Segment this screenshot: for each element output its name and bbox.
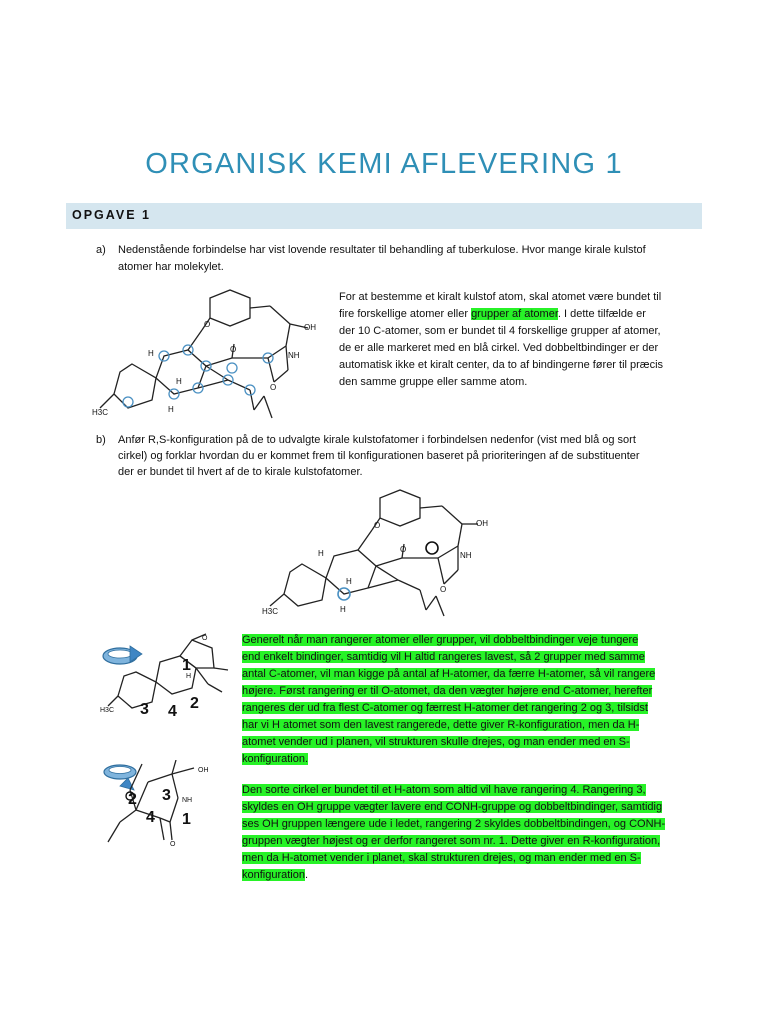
highlighted-text: højere. Først rangering er til O-atomet, da den vægter højere end C-atomer, herefter: [242, 685, 653, 697]
hydrogen-label: H: [186, 673, 192, 680]
hydrogen-label: H: [168, 405, 174, 414]
rotation-arrow-icon: [103, 646, 142, 664]
oxygen-label: O: [374, 521, 381, 530]
answer-b1: [242, 632, 710, 768]
oxygen-label: O: [202, 635, 208, 642]
highlighted-text: ses OH gruppen længere ude i ledet, rangering 2 skyldes dobbeltbindingen, og CONH-: [242, 818, 666, 830]
highlighted-text: har vi H atomet som den lavest rangerede, dette giver R-konfiguration, men da H-: [242, 719, 640, 731]
methyl-label: H3C: [262, 607, 279, 616]
oxygen-label: O: [400, 545, 407, 554]
highlighted-text: gruppen vægter højest og er derfor rangeret som nr. 1. Dette giver en R-konfiguration,: [242, 835, 661, 847]
answer-a-line: automatisk ikke et kiralt center, da to af bindingerne fører til præcis: [339, 359, 664, 371]
question-a: [96, 242, 716, 278]
rank-number: 2: [128, 791, 137, 808]
hydrogen-label: H: [176, 377, 182, 386]
highlighted-text: men da H-atomet vender i planet, skal strukturen drejes, og man ender med en S-: [242, 852, 641, 864]
oxygen-label: O: [204, 320, 211, 329]
highlighted-text: konfiguration.: [242, 753, 309, 765]
rank-number: 2: [190, 695, 199, 712]
answer-a-text: . I dette tilfælde er: [557, 308, 646, 320]
rank-number: 4: [168, 703, 177, 720]
answer-a-text: fire forskellige atomer eller: [339, 308, 472, 320]
hydrogen-label: H: [318, 549, 324, 558]
oxygen-label: O: [230, 345, 237, 354]
oh-label: OH: [198, 767, 209, 774]
nh-label: NH: [182, 797, 193, 804]
answer-a-line: For at bestemme et kiralt kulstof atom, skal atomet være bundet til: [339, 291, 662, 303]
oh-label: OH: [476, 519, 488, 528]
question-a-line1: Nedenstående forbindelse har vist lovende resultater til behandling af tuberkulose. Hvor mange kirale kulstof: [118, 244, 646, 256]
question-b-line3: der er bundet til hvert af de to kirale kulstofatomer.: [118, 466, 363, 478]
highlighted-text: rangeres der ud fra flest C-atomer og færrest H-atomer det rangering 2 og 3, tilsidst: [242, 702, 648, 714]
period-text: .: [305, 869, 309, 881]
section-label: OPGAVE 1: [72, 208, 151, 222]
answer-a: [339, 289, 709, 391]
highlighted-text: antal C-atomer, vil man kigge på antal af H-atomer, da færre H-atomer, så vil rangere: [242, 668, 656, 680]
rank-number: 3: [140, 701, 149, 718]
hydrogen-label: H: [340, 605, 346, 614]
answer-a-line: der 10 C-atomer, som er bundet til 4 forskellige grupper af atomer,: [339, 325, 661, 337]
answer-b2: [242, 782, 710, 884]
section-header: [66, 203, 702, 229]
rank-number: 1: [182, 811, 191, 828]
highlighted-text: Den sorte cirkel er bundet til et H-atom som altid vil have rangering 4. Rangering 3,: [242, 784, 646, 796]
page-title: ORGANISK KEMI AFLEVERING 1: [145, 148, 623, 180]
oxygen-label: O: [440, 585, 447, 594]
methyl-label: H3C: [100, 707, 115, 714]
highlighted-text: konfiguration: [242, 869, 305, 881]
fragment-structure-1: [100, 632, 240, 722]
highlighted-text: end enkelt bindinger, samtidig vil H altid rangeres lavest, så 2 grupper med samme: [242, 651, 645, 663]
oxygen-label: O: [270, 383, 277, 392]
question-b-line1: Anfør R,S-konfiguration på de to udvalgte kirale kulstofatomer i forbindelsen nedenfor (vist med blå og sort: [118, 434, 636, 446]
highlighted-text: atomet vender ud i planen, vil strukturen skulle drejes, og man ender med en S-: [242, 736, 630, 748]
question-b-line2: cirkel) og forklar hvordan du er kommet frem til konfigurationen baseret på prioriteringen af de substituenter: [118, 450, 640, 462]
question-b: [96, 432, 716, 484]
question-a-label: a): [96, 244, 106, 256]
nh-label: NH: [288, 351, 300, 360]
question-a-line2: atomer har molekylet.: [118, 261, 224, 273]
answer-a-line: [339, 306, 709, 323]
rank-number: 4: [146, 809, 155, 826]
oxygen-label: O: [170, 841, 176, 848]
hydrogen-label: H: [148, 349, 154, 358]
answer-a-line: de er alle markeret med en blå cirkel. Ved dobbeltbindinger er der: [339, 342, 659, 354]
highlighted-text: Generelt når man rangerer atomer eller grupper, vil dobbeltbindinger veje tungere: [242, 634, 639, 646]
nh-label: NH: [460, 551, 472, 560]
answer-a-line: den samme gruppe eller samme atom.: [339, 376, 528, 388]
rank-number: 1: [182, 657, 191, 674]
question-b-label: b): [96, 434, 106, 446]
highlighted-text: grupper af atomer: [471, 308, 558, 320]
oh-label: OH: [304, 323, 316, 332]
molecule-structure-a: [92, 286, 337, 421]
hydrogen-label: H: [346, 577, 352, 586]
rank-number: 3: [162, 787, 171, 804]
molecule-structure-b: [262, 488, 502, 620]
highlighted-text: skyldes en OH gruppe vægter lavere end CONH-gruppe og dobbeltbindinger, samtidig: [242, 801, 663, 813]
fragment-structure-2: [98, 760, 233, 855]
methyl-label: H3C: [92, 408, 109, 417]
